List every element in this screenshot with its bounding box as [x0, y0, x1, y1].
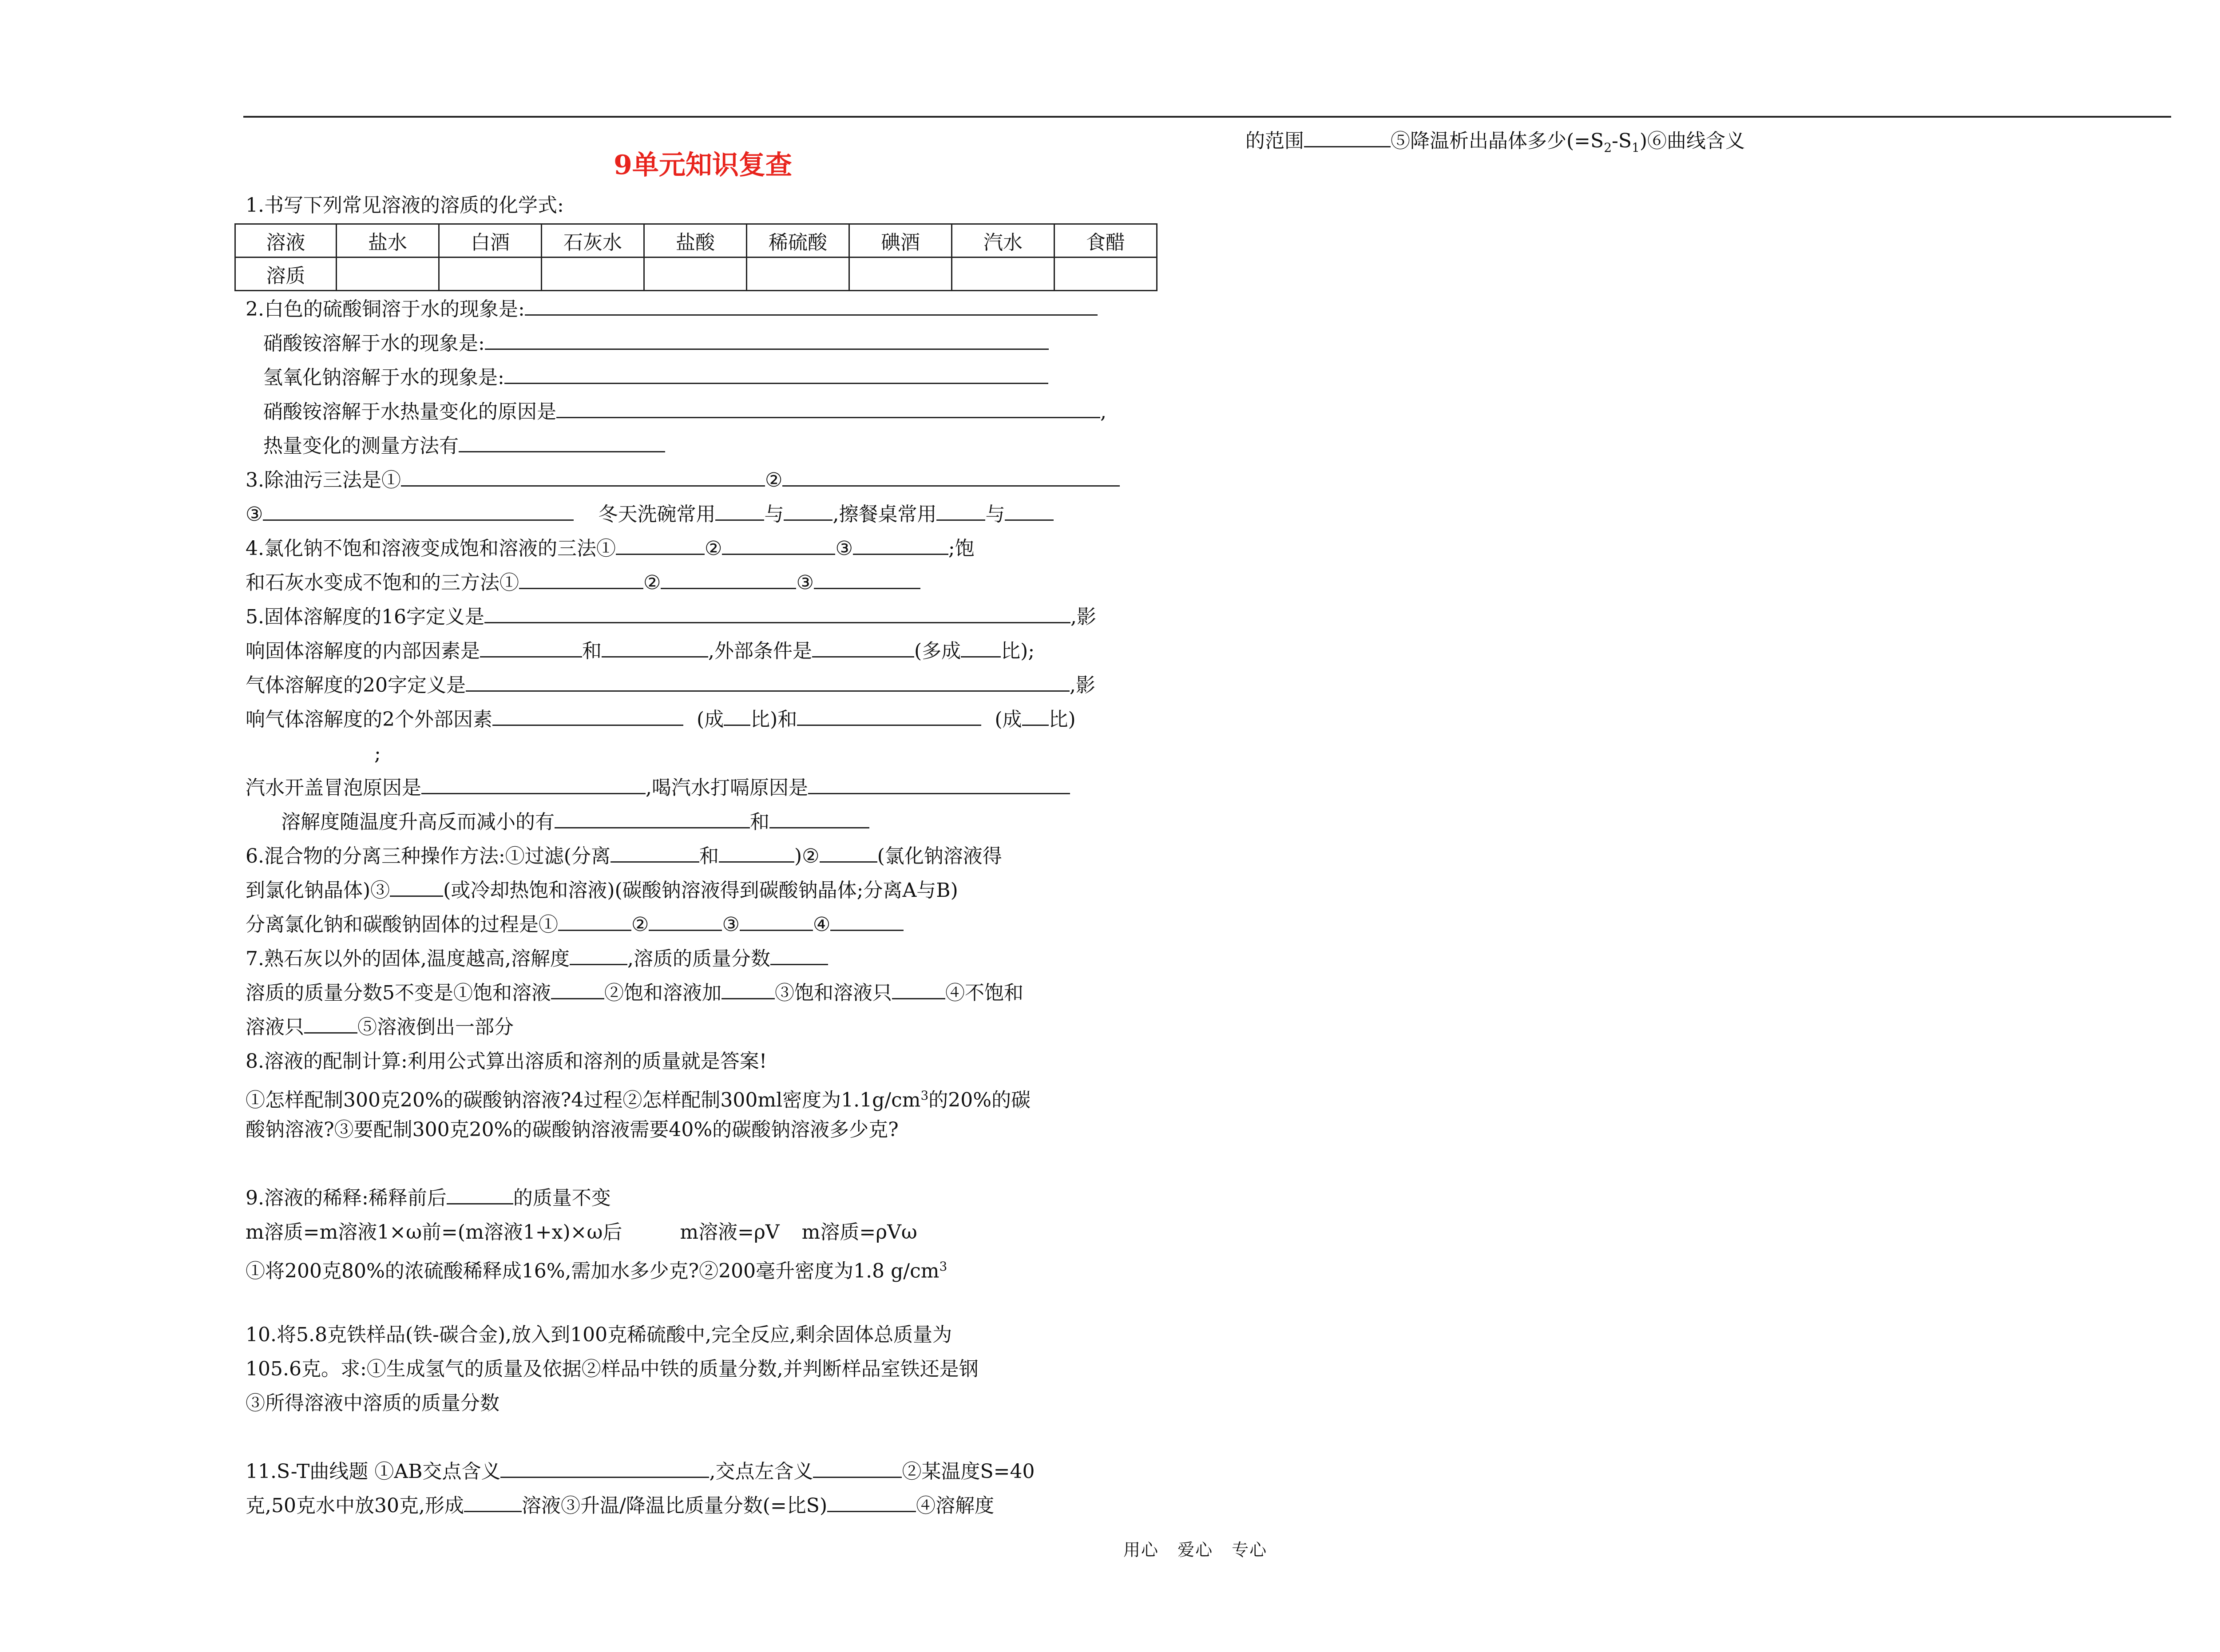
q8-line: 8.溶液的配制计算:利用公式算出溶质和溶剂的质量就是答案!: [246, 1050, 767, 1073]
answer-blank: [466, 671, 1070, 692]
answer-blank: [464, 1491, 522, 1512]
q6-text: ③: [722, 913, 740, 936]
q6-text: )②: [794, 845, 820, 868]
answer-blank: [525, 295, 1098, 316]
q6-text: 6.混合物的分离三种操作方法:①过滤(分离: [246, 845, 610, 868]
q5-text: 溶解度随温度升高反而减小的有: [281, 811, 555, 833]
answer-blank: [830, 910, 904, 931]
q8-text: 的20%的碳: [928, 1089, 1031, 1112]
q9-text: 的质量不变: [513, 1187, 611, 1209]
q7-text: 7.熟石灰以外的固体,温度越高,溶解度: [246, 947, 570, 970]
q5-text: 5.固体溶解度的16字定义是: [246, 606, 484, 628]
q5-text: 响气体溶解度的2个外部因素: [246, 708, 492, 731]
answer-blank: [827, 1491, 916, 1512]
answer-blank: [304, 1013, 357, 1034]
answer-blank: [782, 466, 1120, 487]
q3-text: 与: [764, 503, 784, 526]
q3-text: ,擦餐桌常用: [832, 503, 937, 526]
q9-text: 9.溶液的稀释:稀释前后: [246, 1187, 447, 1209]
answer-blank: [820, 842, 877, 863]
q5-text: 比)和: [750, 708, 797, 731]
q3-text: ③: [246, 503, 263, 526]
page-title: 9单元知识复查: [614, 150, 792, 181]
q5-line: [246, 737, 1160, 771]
q6-text: (或冷却热饱和溶液)(碳酸钠溶液得到碳酸钠晶体;分离A与B): [443, 879, 958, 902]
answer-blank: [649, 910, 722, 931]
answer-blank: [484, 602, 1070, 623]
q3-text: ②: [765, 469, 783, 491]
q6-line: [246, 873, 1160, 907]
q5-text: 气体溶解度的20字定义是: [246, 674, 466, 697]
answer-blank: [812, 637, 914, 658]
q2-text: 热量变化的测量方法有: [263, 435, 459, 457]
q10-line: 10.将5.8克铁样品(铁-碳合金),放入到100克稀硫酸中,完全反应,剩余固体总质量为: [246, 1323, 952, 1346]
q2-text: ,: [1100, 400, 1106, 423]
answer-blank: [401, 466, 765, 487]
table-cell: 盐水: [337, 224, 439, 258]
q3-text: 3.除油污三法是①: [246, 469, 401, 491]
q11-subscript: 1: [1632, 140, 1640, 155]
q3-line: [246, 497, 1160, 531]
q9-superscript: 3: [939, 1259, 947, 1274]
q5-text: ,外部条件是: [708, 640, 812, 662]
q5-text: 和: [750, 811, 769, 833]
answer-cell: [1054, 258, 1157, 291]
q7-text: ③饱和溶液只: [775, 982, 892, 1004]
q11-text: )⑥曲线含义: [1639, 130, 1745, 152]
q7-text: 溶质的质量分数5不变是①饱和溶液: [246, 982, 551, 1004]
answer-blank: [853, 534, 948, 555]
answer-blank: [784, 500, 832, 521]
answer-cell: [439, 258, 542, 291]
q8-line: [246, 1078, 1160, 1113]
right-column: [1245, 125, 2133, 164]
answer-blank: [558, 910, 631, 931]
table-cell: 稀硫酸: [747, 224, 849, 258]
q2-text: 氢氧化钠溶解于水的现象是:: [263, 366, 504, 389]
q9-text: ①将200克80%的浓硫酸稀释成16%,需加水多少克?②200毫升密度为1.8 g/cm: [246, 1260, 940, 1283]
answer-cell: [337, 258, 439, 291]
answer-blank: [797, 705, 981, 726]
answer-blank: [555, 808, 750, 828]
answer-blank: [390, 876, 443, 897]
q7-text: ④不饱和: [945, 982, 1023, 1004]
q5-text: (多成: [914, 640, 961, 662]
q9-text: m溶液=ρV: [680, 1221, 780, 1244]
answer-blank: [661, 568, 796, 589]
q11-line: [246, 1454, 1160, 1489]
q6-text: 分离氯化钠和碳酸钠固体的过程是①: [246, 913, 558, 936]
q7-text: ⑤溶液倒出一部分: [357, 1016, 514, 1038]
q6-text: ②: [631, 913, 649, 936]
answer-cell: [849, 258, 952, 291]
q9-line: [246, 1249, 1160, 1284]
q4-text: 和石灰水变成不饱和的三方法①: [246, 571, 519, 594]
q11-text: 溶液③升温/降温比质量分数(=比S): [521, 1494, 828, 1517]
spacer: [246, 1420, 1160, 1454]
answer-blank: [724, 705, 750, 726]
answer-blank: [421, 773, 646, 794]
q4-line: [246, 531, 1160, 566]
q5-text: ,喝汽水打嗝原因是: [646, 776, 808, 799]
q2-line: [246, 429, 1160, 463]
q6-text: 和: [699, 845, 719, 868]
left-column: [246, 138, 1160, 1523]
answer-cell: [644, 258, 747, 291]
answer-cell: [747, 258, 849, 291]
q5-line: [246, 668, 1160, 702]
q7-line: [246, 976, 1160, 1010]
answer-blank: [616, 534, 705, 555]
q8-superscript: 3: [920, 1088, 929, 1103]
q6-text: 到氯化钠晶体)③: [246, 879, 390, 902]
q6-line: [246, 907, 1160, 942]
answer-blank: [500, 1457, 709, 1478]
answer-blank: [892, 979, 945, 999]
table-cell: 石灰水: [542, 224, 644, 258]
q4-text: ③: [796, 571, 814, 594]
answer-blank: [740, 910, 813, 931]
q5-text: ;: [374, 742, 381, 765]
answer-blank: [1304, 127, 1391, 147]
q7-line: [246, 942, 1160, 976]
q4-text: ;饱: [948, 537, 975, 560]
q2-line: [246, 395, 1160, 429]
q11-text: 11.S-T曲线题 ①AB交点含义: [246, 1460, 501, 1483]
answer-blank: [722, 534, 835, 555]
answer-blank: [263, 500, 574, 521]
q5-line: [246, 634, 1160, 668]
q5-line: [246, 702, 1160, 737]
q11-text: ④溶解度: [916, 1494, 995, 1517]
q11-text: 的范围: [1245, 130, 1304, 152]
answer-blank: [459, 432, 665, 452]
q1-prompt: 1.书写下列常见溶液的溶质的化学式:: [246, 194, 564, 217]
q2-text: 2.白色的硫酸铜溶于水的现象是:: [246, 298, 525, 321]
q5-text: 比);: [1001, 640, 1035, 662]
q6-text: ④: [813, 913, 831, 936]
answer-blank: [480, 637, 582, 658]
answer-blank: [551, 979, 604, 999]
q9-line: [246, 1181, 1160, 1215]
q10-line: ③所得溶液中溶质的质量分数: [246, 1392, 500, 1414]
q2-text: 硝酸铵溶解于水热量变化的原因是: [263, 400, 556, 423]
q9-text: m溶质=ρVω: [801, 1221, 917, 1244]
q3-text: 与: [985, 503, 1005, 526]
answer-blank: [485, 329, 1049, 350]
answer-blank: [808, 773, 1070, 794]
q5-text: 汽水开盖冒泡原因是: [246, 776, 421, 799]
answer-blank: [447, 1184, 513, 1204]
q2-line: [246, 361, 1160, 395]
q7-text: ②饱和溶液加: [604, 982, 722, 1004]
q6-text: (氯化钠溶液得: [877, 845, 1002, 868]
answer-blank: [961, 637, 1001, 658]
answer-blank: [602, 637, 708, 658]
answer-blank: [719, 842, 794, 863]
q11-text: ,交点左含义: [709, 1460, 813, 1483]
q5-text: ,影: [1070, 606, 1096, 628]
table-row: [235, 224, 1157, 258]
answer-blank: [610, 842, 699, 863]
q11-text: 克,50克水中放30克,形成: [246, 1494, 464, 1517]
spacer: [246, 1284, 1160, 1318]
page-footer: 用心 爱心 专心: [1123, 1540, 1268, 1560]
q5-line: [246, 805, 1160, 839]
answer-blank: [722, 979, 775, 999]
table-cell: 溶质: [235, 258, 337, 291]
answer-blank: [770, 944, 828, 965]
q4-text: ③: [835, 537, 853, 560]
q7-line: [246, 1010, 1160, 1044]
table-cell: 盐酸: [644, 224, 747, 258]
q4-text: 4.氯化钠不饱和溶液变成饱和溶液的三法①: [246, 537, 616, 560]
answer-blank: [570, 944, 627, 965]
q5-text: (成: [995, 708, 1022, 731]
q8-text: ①怎样配制300克20%的碳酸钠溶液?4过程②怎样配制300ml密度为1.1g/cm: [246, 1089, 921, 1112]
q10-line: 105.6克。求:①生成氢气的质量及依据②样品中铁的质量分数,并判断样品室铁还是钢: [246, 1358, 979, 1380]
q8-line: 酸钠溶液?③要配制300克20%的碳酸钠溶液需要40%的碳酸钠溶液多少克?: [246, 1118, 899, 1141]
q9-line: [246, 1215, 1160, 1249]
answer-blank: [769, 808, 869, 828]
q11-continuation: [1245, 125, 2133, 164]
q6-line: [246, 839, 1160, 873]
q2-line: [246, 292, 1160, 326]
table-cell: 汽水: [952, 224, 1054, 258]
table-cell: 白酒: [439, 224, 542, 258]
q2-line: [246, 326, 1160, 361]
table-cell: 食醋: [1054, 224, 1157, 258]
q5-text: ,影: [1070, 674, 1095, 697]
answer-blank: [715, 500, 764, 521]
header-rule: [243, 116, 2171, 118]
q11-subscript: 2: [1604, 140, 1612, 155]
answer-blank: [813, 1457, 902, 1478]
q5-text: (成: [697, 708, 724, 731]
q7-text: ,溶质的质量分数: [627, 947, 770, 970]
answer-blank: [1005, 500, 1054, 521]
q11-text: ⑤降温析出晶体多少(=S: [1391, 130, 1604, 152]
table-row: [235, 258, 1157, 291]
solution-table: [234, 223, 1158, 291]
table-cell: 溶液: [235, 224, 337, 258]
q5-line: [246, 600, 1160, 634]
answer-blank: [936, 500, 985, 521]
q9-text: m溶质=m溶液1×ω前=(m溶液1+x)×ω后: [246, 1221, 622, 1244]
q2-text: 硝酸铵溶解于水的现象是:: [263, 332, 485, 355]
q3-line: [246, 463, 1160, 497]
q5-text: 响固体溶解度的内部因素是: [246, 640, 480, 662]
q3-text: 冬天洗碗常用: [598, 503, 716, 526]
answer-blank: [1022, 705, 1049, 726]
q5-line: [246, 771, 1160, 805]
table-cell: 碘酒: [849, 224, 952, 258]
q5-text: 比): [1048, 708, 1076, 731]
q4-text: ②: [704, 537, 722, 560]
q11-text: ②某温度S=40: [902, 1460, 1035, 1483]
answer-blank: [519, 568, 643, 589]
answer-blank: [814, 568, 920, 589]
answer-cell: [952, 258, 1054, 291]
answer-blank: [504, 363, 1048, 384]
q11-text: -S: [1612, 130, 1632, 152]
q4-text: ②: [643, 571, 661, 594]
q4-line: [246, 566, 1160, 600]
answer-blank: [556, 397, 1100, 418]
q7-text: 溶液只: [246, 1016, 304, 1038]
answer-blank: [492, 705, 683, 726]
spacer: [246, 1147, 1160, 1181]
q5-text: 和: [582, 640, 602, 662]
answer-cell: [542, 258, 644, 291]
q11-line: [246, 1489, 1160, 1523]
